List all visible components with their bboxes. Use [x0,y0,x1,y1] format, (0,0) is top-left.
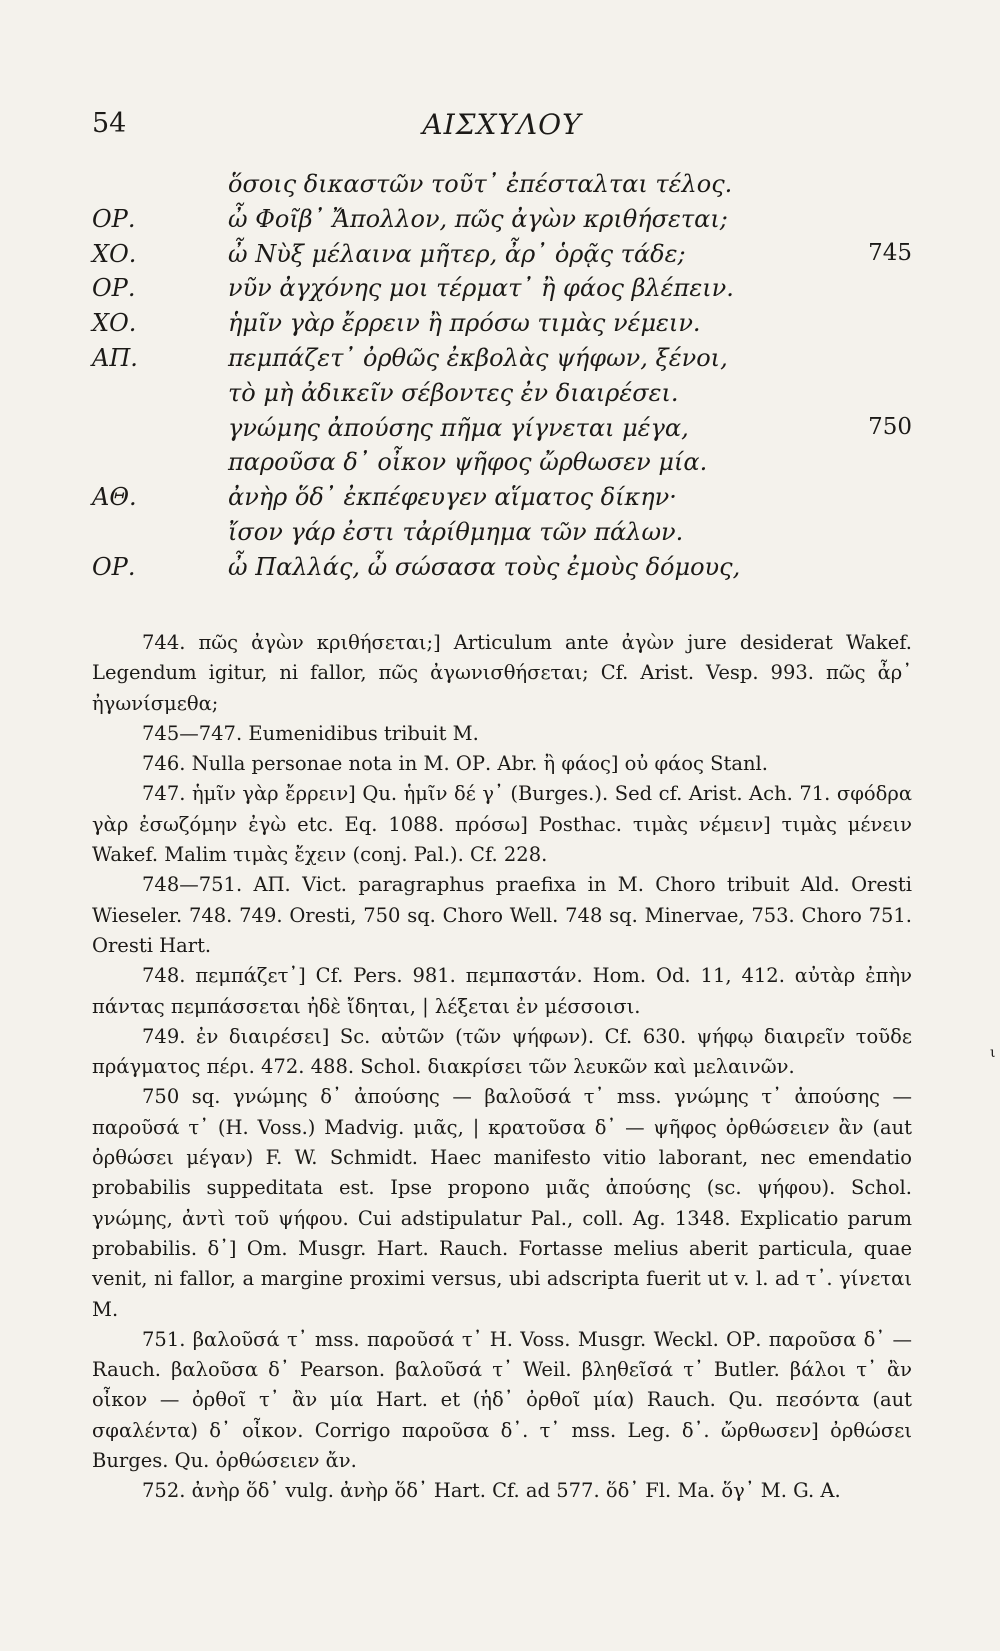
line-number: 745 [868,239,912,266]
apparatus-note: 748. πεμπάζετ᾽] Cf. Pers. 981. πεμπαστάν. Hom. Od. 11, 412. αὐτὰρ ἐπὴν πάντας πεμπάσσεται ἠδὲ ἴδηται, | λέξεται ἐν μέσσοισι. [92,964,912,1018]
verse-text: ὦ Νὺξ μέλαινα μῆτερ, ἆρ᾽ ὁρᾷς τάδε; [228,239,686,268]
line-number: 750 [868,413,912,440]
apparatus-note: 746. Nulla personae nota in M. ΟΡ. Abr. ἢ φάος] οὐ φάος Stanl. [142,752,768,776]
verse-text: νῦν ἀγχόνης μοι τέρματ᾽ ἢ φάος βλέπειν. [228,274,734,303]
verse-line [92,344,912,379]
speaker-label: ΑΠ. [92,343,138,372]
verse-line [92,518,912,553]
verse-line [92,553,912,588]
verse-block [92,170,912,588]
margin-mark: ι [990,1045,996,1061]
running-title: ΑΙΣΧΥΛΟΥ [422,108,582,141]
apparatus-note: 744. πῶς ἀγὼν κριθήσεται;] Articulum ante ἀγὼν jure desiderat Wakef. Legendum igitur, ni fallor, πῶς ἀγωνισθήσεται; Cf. Arist. Vesp. 993. πῶς ἆρ᾽ ἠγωνίσμεθα; [92,631,912,715]
verse-line [92,274,912,309]
verse-text: ἀνὴρ ὅδ᾽ ἐκπέφευγεν αἵματος δίκην· [228,483,677,512]
verse-text: ὅσοις δικαστῶν τοῦτ᾽ ἐπέσταλται τέλος. [228,170,733,198]
verse-text: παροῦσα δ᾽ οἶκον ψῆφος ὤρθωσεν μία. [228,448,708,477]
verse-text: πεμπάζετ᾽ ὀρθῶς ἐκβολὰς ψήφων, ξένοι, [228,343,728,372]
apparatus-note: 752. ἀνὴρ ὅδ᾽ vulg. ἀνὴρ ὅδ᾽ Hart. Cf. ad 577. ὅδ᾽ Fl. Ma. ὅγ᾽ M. G. A. [142,1479,841,1503]
apparatus-note: 748—751. ΑΠ. Vict. paragraphus praefixa in M. Choro tribuit Ald. Oresti Wieseler. 748. 749. Oresti, 750 sq. Choro Well. 748 sq. Minervae, 753. Choro 751. Oresti Hart. [92,873,912,957]
apparatus-note: 745—747. Eumenidibus tribuit M. [142,721,479,745]
verse-text: ὦ Φοῖβ᾽ Ἄπολλον, πῶς ἀγὼν κριθήσεται; [228,204,728,233]
verse-line [92,240,912,275]
verse-line [92,414,912,449]
verse-text: τὸ μὴ ἀδικεῖν σέβοντες ἐν διαιρέσει. [228,378,679,407]
apparatus-note: 747. ἡμῖν γὰρ ἔρρειν] Qu. ἡμῖν δέ γ᾽ (Burges.). Sed cf. Arist. Ach. 71. σφόδρα γὰρ ἐσωζόμην ἐγὼ etc. Eq. 1088. πρόσω] Posthac. τιμὰς νέμειν] τιμὰς μένειν Wakef. Malim τιμὰς ἔχειν (conj. Pal.). Cf. 228. [92,782,912,867]
verse-line [92,170,912,205]
speaker-label: ΟΡ. [92,552,136,581]
apparatus-note: 749. ἐν διαιρέσει] Sc. αὐτῶν (τῶν ψήφων). Cf. 630. ψήφῳ διαιρεῖν τοῦδε πράγματος πέρι. 472. 488. Schol. διακρίσει τῶν λευκῶν καὶ μελαινῶν. [92,1024,912,1079]
verse-line [92,483,912,518]
speaker-label: ΑΘ. [92,483,137,512]
speaker-label: ΧΟ. [92,239,137,268]
verse-text: γνώμης ἀπούσης πῆμα γίγνεται μέγα, [228,413,689,442]
apparatus-note: 750 sq. γνώμης δ᾽ ἀπούσης — βαλοῦσά τ᾽ mss. γνώμης τ᾽ ἀπούσης — παροῦσά τ᾽ (H. Voss.) Madvig. μιᾶς, | κρατοῦσα δ᾽ — ψῆφος ὀρθώσειεν ἂν (aut ὀρθώσει μέγαν) F. W. Schmidt. Haec manifesto vitio laborant, nec emendatio probabilis suppeditata est. Ipse propono μιᾶς ἀπούσης (sc. ψήφου). Schol. γνώμης, ἀντὶ τοῦ ψήφου. Cui adstipulatur Pal., coll. Ag. 1348. Explicatio parum probabilis. δ᾽] Om. Musgr. Hart. Rauch. Fortasse melius aberit particula, quae venit, ni fallor, a margine proximi versus, ubi adscripta fuerit ut v. l. ad τ᾽. γίνεται M. [92,1085,912,1321]
apparatus-note: 751. βαλοῦσά τ᾽ mss. παροῦσά τ᾽ H. Voss. Musgr. Weckl. ΟΡ. παροῦσα δ᾽ — Rauch. βαλοῦσα δ᾽ Pearson. βαλοῦσά τ᾽ Weil. βληθεῖσά τ᾽ Butler. βάλοι τ᾽ ἂν οἶκον — ὀρθοῖ τ᾽ ἂν μία Hart. et (ἡδ᾽ ὀρθοῖ μία) Rauch. Qu. πεσόντα (aut σφαλέντα) δ᾽ οἶκον. Corrigo παροῦσα δ᾽. τ᾽ mss. Leg. δ᾽. ὤρθωσεν] ὀρθώσει Burges. Qu. ὀρθώσειεν ἄν. [92,1327,912,1473]
speaker-label: ΟΡ. [92,274,136,303]
critical-apparatus [92,628,912,1507]
page-number: 54 [92,108,127,139]
verse-text: ὦ Παλλάς, ὦ σώσασα τοὺς ἐμοὺς δόμους, [228,552,741,581]
verse-text: ἴσον γάρ ἐστι τἀρίθμημα τῶν πάλων. [228,517,684,546]
verse-text: ἡμῖν γὰρ ἔρρειν ἢ πρόσω τιμὰς νέμειν. [228,309,701,338]
speaker-label: ΟΡ. [92,204,136,233]
page-header [92,108,912,148]
verse-line [92,205,912,240]
speaker-label: ΧΟ. [92,309,137,338]
verse-line [92,309,912,344]
verse-line [92,379,912,414]
verse-line [92,448,912,483]
